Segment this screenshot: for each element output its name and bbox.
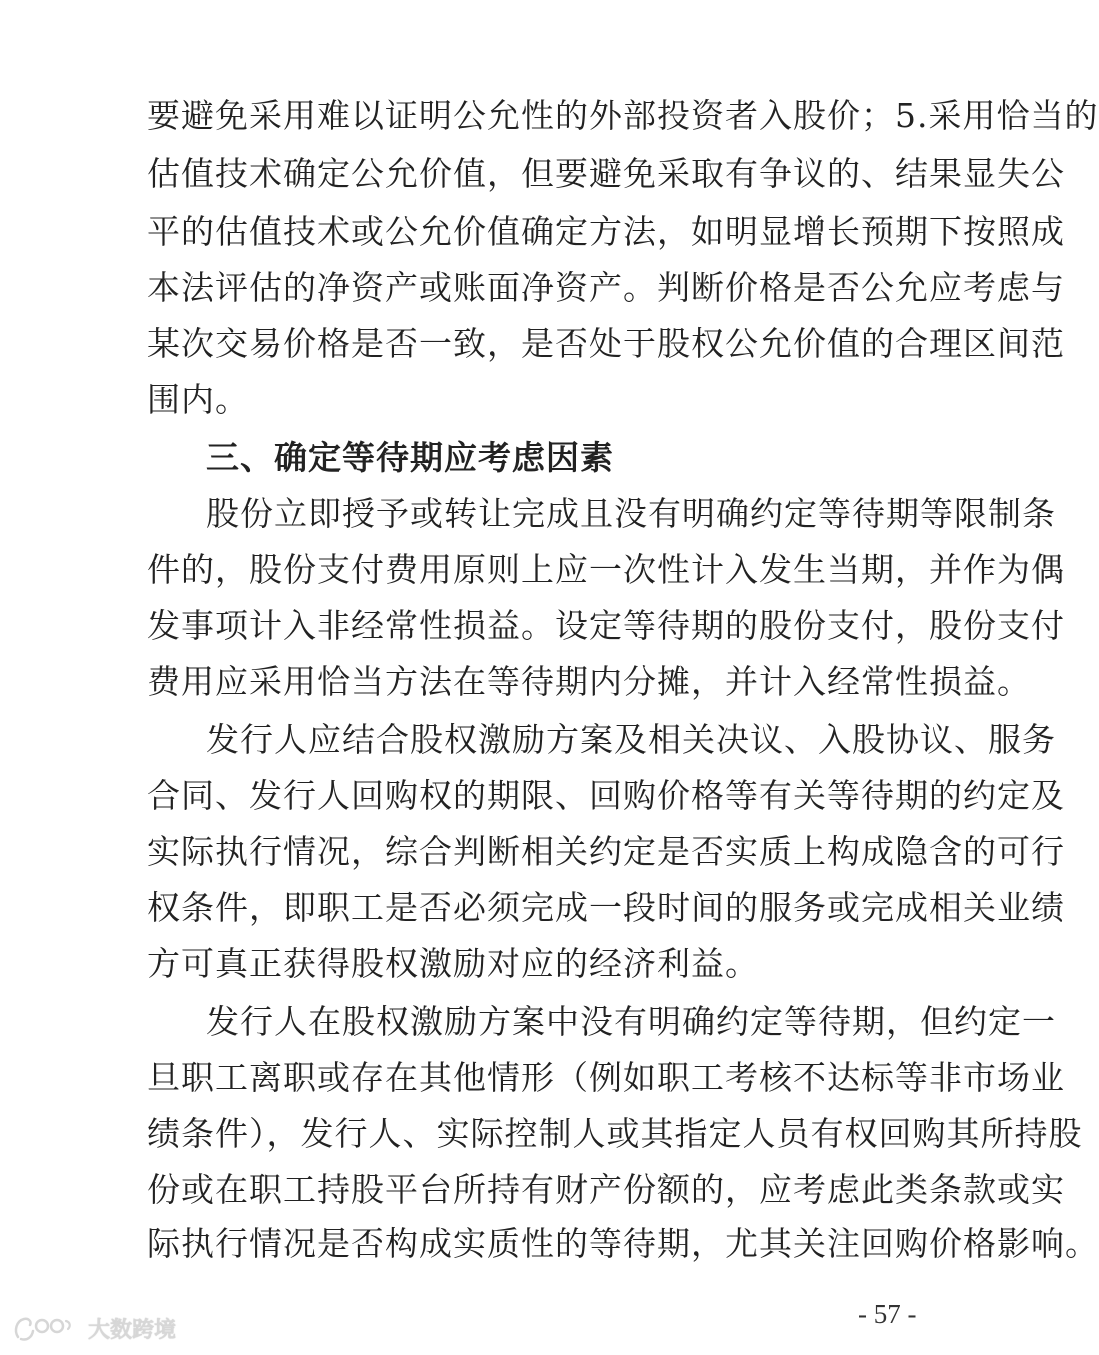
text-line: 本法评估的净资产或账面净资产。判断价格是否公允应考虑与 [147,268,1065,307]
paragraph-line: 方可真正获得股权激励对应的经济利益。 [147,944,759,983]
paragraph-line: 股份立即授予或转让完成且没有明确约定等待期等限制条 [206,494,1056,533]
text-line: 某次交易价格是否一致，是否处于股权公允价值的合理区间范 [147,324,1065,363]
paragraph-line: 发事项计入非经常性损益。设定等待期的股份支付，股份支付 [147,606,1065,645]
paragraph-line: 实际执行情况，综合判断相关约定是否实质上构成隐含的可行 [147,832,1065,871]
paragraph-line: 发行人应结合股权激励方案及相关决议、入股协议、服务 [206,720,1056,759]
paragraph-line: 发行人在股权激励方案中没有明确约定等待期，但约定一 [206,1002,1056,1041]
text-line: 要避免采用难以证明公允性的外部投资者入股价；5.采用恰当的 [147,96,1099,135]
watermark [12,1311,176,1345]
paragraph-line: 权条件，即职工是否必须完成一段时间的服务或完成相关业绩 [147,888,1065,927]
paragraph-line: 合同、发行人回购权的期限、回购价格等有关等待期的约定及 [147,776,1065,815]
paragraph-line: 绩条件），发行人、实际控制人或其指定人员有权回购其所持股 [147,1114,1083,1153]
page-number: - 57 - [858,1299,917,1329]
text-line: 估值技术确定公允价值，但要避免采取有争议的、结果显失公 [147,154,1065,193]
watermark-text: 大数跨境 [88,1317,177,1343]
section-heading: 三、确定等待期应考虑因素 [206,438,614,477]
text-line: 围内。 [147,380,249,419]
paragraph-line: 份或在职工持股平台所持有财产份额的，应考虑此类条款或实 [147,1170,1065,1209]
paragraph-line: 件的，股份支付费用原则上应一次性计入发生当期，并作为偶 [147,550,1065,589]
paragraph-line: 旦职工离职或存在其他情形（例如职工考核不达标等非市场业 [147,1058,1065,1097]
text-line: 平的估值技术或公允价值确定方法，如明显增长预期下按照成 [147,212,1065,251]
paragraph-line: 际执行情况是否构成实质性的等待期，尤其关注回购价格影响。 [147,1224,1099,1263]
paragraph-line: 费用应采用恰当方法在等待期内分摊，并计入经常性损益。 [147,662,1031,701]
logo-icon [12,1313,82,1343]
